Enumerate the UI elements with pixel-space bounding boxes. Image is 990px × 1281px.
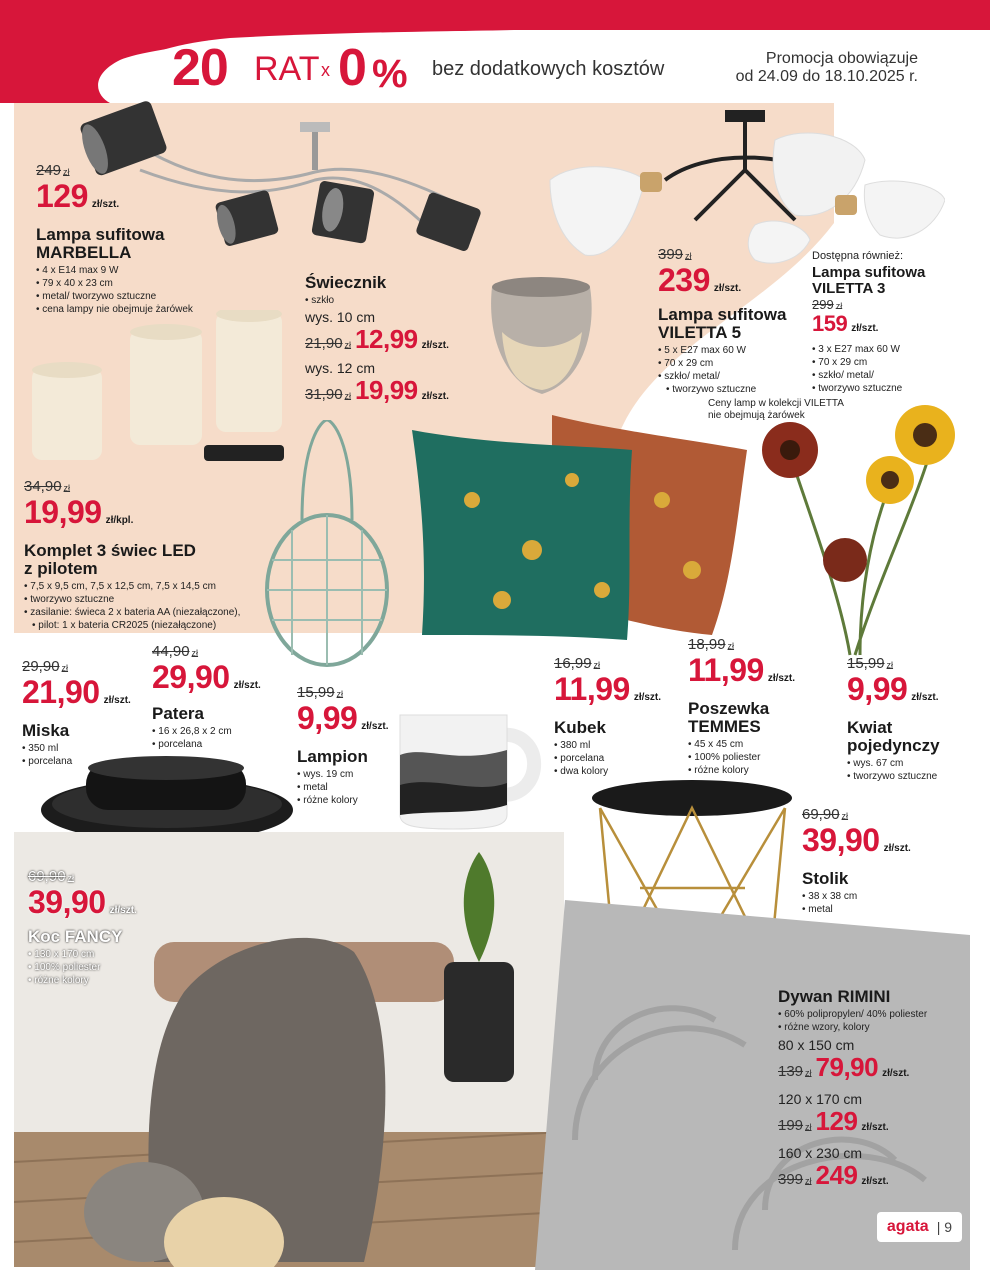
spec-list: • wys. 67 cm • tworzywo sztuczne: [847, 757, 982, 783]
availability-note: Dostępna również:: [812, 250, 904, 262]
variant-price-row: 31,90 zł 19,99 zł/szt.: [305, 375, 449, 405]
size-price-row: 399 zł 249 zł/szt.: [778, 1160, 889, 1190]
product-name: Poszewka TEMMES: [688, 699, 770, 736]
bowl-tray-illustration: [38, 752, 296, 844]
spec-list: • 45 x 45 cm • 100% poliester • różne kolory: [688, 738, 818, 777]
price: 21,90 zł/szt.: [22, 674, 131, 710]
flowers-illustration: [750, 395, 975, 660]
promo-number: 20: [172, 39, 228, 97]
product-name: Miska: [22, 721, 70, 740]
size-label: 120 x 170 cm: [778, 1091, 863, 1107]
promo-rat: RAT: [254, 50, 320, 88]
spec-list: • 38 x 38 cm • metal: [802, 890, 952, 916]
promo-text: bez dodatkowych kosztów: [432, 58, 665, 80]
spec-list: • 60% polipropylen/ 40% poliester • różne wzory, kolory: [778, 1008, 968, 1034]
old-price: 69,90 zł: [802, 806, 849, 823]
spec-list: • 16 x 26,8 x 2 cm • porcelana: [152, 725, 292, 751]
spec-list: • 380 ml • porcelana • dwa kolory: [554, 739, 684, 778]
spec-list: • wys. 19 cm • metal • różne kolory: [297, 768, 407, 807]
product-koc: [28, 868, 188, 987]
cushions-illustration: [412, 410, 752, 650]
lantern-illustration: [262, 420, 392, 670]
variant-label: wys. 12 cm: [305, 360, 376, 376]
promo-percent: %: [372, 52, 408, 96]
footer: [877, 1212, 962, 1242]
spec-list: • 7,5 x 9,5 cm, 7,5 x 12,5 cm, 7,5 x 14,5 cm • tworzywo sztuczne • zasilanie: świeca 2 x bateria AA (niezałączone), • pilot: 1 x bateria CR2025 (niezałączone): [24, 580, 284, 632]
old-price: 399 zł: [658, 246, 692, 263]
page-number: | 9: [936, 1219, 952, 1235]
product-dywan: [778, 988, 968, 1196]
promo-validity: Promocja obowiązuje od 24.09 do 18.10.2025 r.: [735, 50, 918, 85]
viletta-price-note: Ceny lamp w kolekcji VILETTA nie obejmują żarówek: [708, 398, 844, 421]
spec-list: • 130 x 170 cm • 100% poliester • różne kolory: [28, 948, 188, 987]
spec-list: • 4 x E14 max 9 W • 79 x 40 x 23 cm • metal/ tworzywo sztuczne • cena lampy nie obejmuje żarówek: [36, 264, 256, 316]
variant-price-row: 21,90 zł 12,99 zł/szt.: [305, 324, 449, 354]
product-name: Stolik: [802, 869, 849, 888]
led-candles-illustration: [32, 310, 292, 470]
product-poszewka: [688, 636, 818, 777]
spec-list: • 350 ml • porcelana: [22, 742, 152, 768]
product-name: Koc FANCY: [28, 927, 123, 946]
old-price: 299 zł: [812, 297, 843, 312]
price: 11,99 zł/szt.: [688, 652, 796, 688]
old-price: 29,90 zł: [22, 658, 69, 675]
spec-list: • 3 x E27 max 60 W • 70 x 29 cm • szkło/ metal/ • tworzywo sztuczne: [812, 343, 972, 395]
price: 39,90 zł/szt.: [802, 822, 911, 858]
size-price-row: 199 zł 129 zł/szt.: [778, 1106, 889, 1136]
price: 159 zł/szt.: [812, 311, 879, 336]
product-name: Lampa sufitowa VILETTA 5: [658, 305, 787, 342]
product-name: Dywan RIMINI: [778, 987, 891, 1006]
old-price: 16,99 zł: [554, 655, 601, 672]
price: 239 zł/szt.: [658, 262, 742, 298]
spec-list: • szkło: [305, 294, 485, 307]
product-name: Kubek: [554, 718, 606, 737]
price: 9,99 zł/szt.: [297, 700, 389, 736]
product-lampion: [297, 684, 407, 807]
product-viletta5: [658, 246, 808, 396]
promo-x: x: [321, 60, 330, 80]
size-label: 160 x 230 cm: [778, 1145, 863, 1161]
variant-label: wys. 10 cm: [305, 309, 376, 325]
mug-illustration: [395, 705, 555, 830]
product-patera: [152, 643, 292, 751]
price: 129 zł/szt.: [36, 178, 120, 214]
old-price: 69,90 zł: [28, 868, 75, 885]
old-price: 34,90 zł: [24, 478, 71, 495]
old-price: 15,99 zł: [297, 684, 344, 701]
old-price: 18,99 zł: [688, 636, 735, 653]
product-name: Lampion: [297, 747, 368, 766]
price: 19,99 zł/kpl.: [24, 494, 134, 530]
size-price-row: 139 zł 79,90 zł/szt.: [778, 1052, 910, 1082]
product-name: Lampa sufitowa VILETTA 3: [812, 264, 926, 297]
price: 29,90 zł/szt.: [152, 659, 261, 695]
product-led-candles: [24, 478, 284, 632]
product-name: Lampa sufitowa MARBELLA: [36, 225, 165, 262]
spec-list: • 5 x E27 max 60 W • 70 x 29 cm • szkło/ metal/ • tworzywo sztuczne: [658, 344, 808, 396]
product-kubek: [554, 655, 684, 778]
promo-header: [0, 0, 990, 103]
promo-zero: 0: [338, 39, 367, 97]
price: 9,99 zł/szt.: [847, 671, 939, 707]
candle-holder-illustration: [482, 272, 600, 402]
product-name: Komplet 3 świec LED z pilotem: [24, 541, 196, 578]
size-label: 80 x 150 cm: [778, 1037, 855, 1053]
old-price: 249 zł: [36, 162, 70, 179]
price: 39,90 zł/szt.: [28, 884, 137, 920]
agata-logo: agata: [886, 1218, 929, 1235]
product-marbella: [36, 162, 256, 316]
product-kwiat: [847, 655, 982, 783]
product-name: Patera: [152, 704, 204, 723]
old-price: 15,99 zł: [847, 655, 894, 672]
product-name: Świecznik: [305, 273, 387, 292]
price: 11,99 zł/szt.: [554, 671, 662, 707]
product-name: Kwiat pojedynczy: [847, 718, 940, 755]
old-price: 44,90 zł: [152, 643, 199, 660]
product-swiecznik: [305, 274, 485, 411]
product-viletta3: [812, 250, 972, 395]
